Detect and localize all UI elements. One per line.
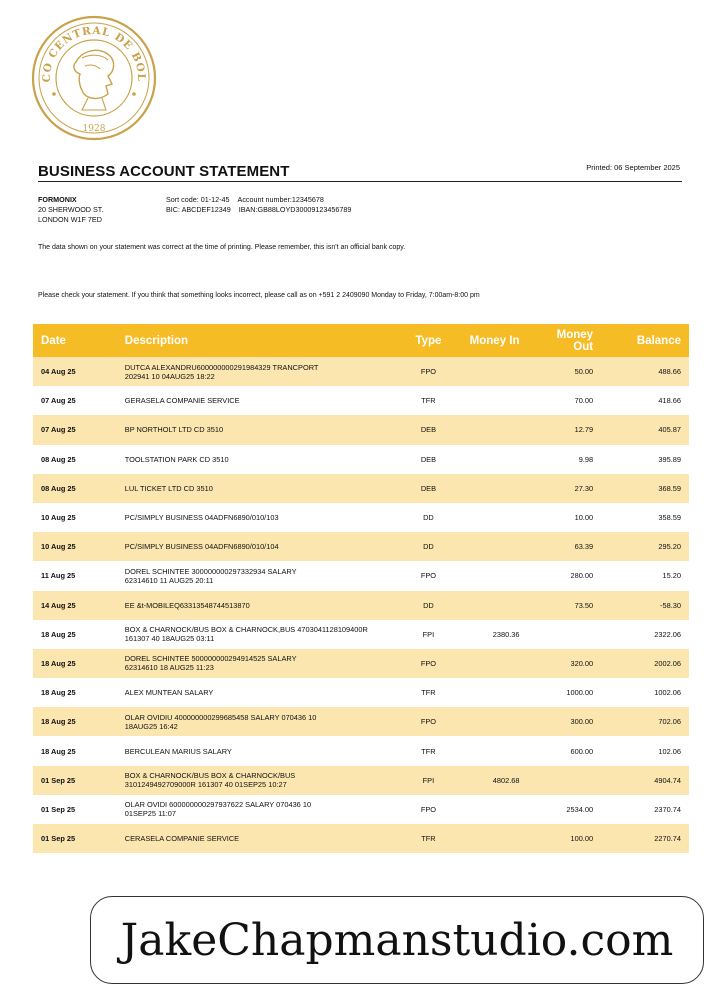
description-line-2: 202941 10 04AUG25 18:22 bbox=[124, 371, 215, 381]
description-line-2: 3101249492709000R 161307 40 01SEP25 10:27 bbox=[124, 780, 287, 790]
transaction-type: DD bbox=[423, 513, 434, 523]
transactions-body bbox=[33, 357, 689, 853]
description-line-1: TOOLSTATION PARK CD 3510 bbox=[124, 454, 229, 464]
address-line-1: 20 SHERWOOD ST. bbox=[38, 205, 104, 214]
balance: 1002.06 bbox=[654, 688, 681, 698]
transaction-date: 01 Sep 25 bbox=[41, 804, 76, 814]
money-in bbox=[456, 357, 528, 386]
transaction-type: FPO bbox=[420, 571, 437, 581]
transaction-date: 07 Aug 25 bbox=[41, 396, 76, 406]
description-line-1: GERASELA COMPANIE SERVICE bbox=[124, 396, 240, 406]
description-line-1: LUL TICKET LTD CD 3510 bbox=[124, 483, 213, 493]
customer-address bbox=[38, 195, 103, 225]
balance: 295.20 bbox=[601, 532, 689, 561]
money-out: 2534.00 bbox=[566, 804, 594, 814]
transaction-date: 11 Aug 25 bbox=[41, 571, 76, 581]
svg-text:1928: 1928 bbox=[82, 124, 106, 134]
balance: 4904.74 bbox=[601, 766, 689, 795]
transaction-description bbox=[117, 736, 401, 765]
column-header-money-in: Money In bbox=[456, 324, 528, 357]
transaction-type: TFR bbox=[421, 746, 436, 756]
account-number: Account number:12345678 bbox=[237, 195, 324, 204]
balance: 418.66 bbox=[658, 396, 681, 406]
watermark-banner: JakeChapmanstudio.com bbox=[90, 896, 704, 984]
description-line-1: DUTCA ALEXANDRU600000000291984329 TRANCPORT bbox=[124, 362, 319, 372]
transaction-date: 10 Aug 25 bbox=[33, 532, 117, 561]
table-row bbox=[33, 357, 689, 386]
transaction-date: 07 Aug 25 bbox=[33, 415, 117, 444]
table-row bbox=[33, 386, 689, 415]
transaction-date: 08 Aug 25 bbox=[41, 454, 76, 464]
table-row bbox=[33, 503, 689, 532]
statement-title: BUSINESS ACCOUNT STATEMENT bbox=[38, 163, 290, 180]
money-in: 2380.36 bbox=[492, 629, 520, 639]
transaction-description bbox=[117, 766, 401, 795]
transaction-type: FPO bbox=[420, 804, 437, 814]
printed-date: Printed: 06 September 2025 bbox=[586, 163, 680, 172]
transaction-description bbox=[117, 474, 401, 503]
transaction-date: 08 Aug 25 bbox=[33, 474, 117, 503]
table-row bbox=[33, 795, 689, 824]
table-row bbox=[33, 649, 689, 678]
money-out bbox=[528, 766, 602, 795]
contact-note: Please check your statement. If you think that something looks incorrect, please call as on +591 2 2409090 Monday to Friday, 7:00am-8:00 pm bbox=[38, 292, 480, 299]
transaction-description bbox=[117, 357, 401, 386]
money-out: 73.50 bbox=[528, 591, 602, 620]
sort-code: Sort code: 01-12-45 bbox=[166, 195, 230, 204]
description-line-1: OLAR OVIDIU 400000000299685458 SALARY 070436 10 bbox=[124, 712, 317, 722]
table-row bbox=[33, 415, 689, 444]
description-line-1: PC/SIMPLY BUSINESS 04ADFN6890/010/103 bbox=[124, 513, 279, 523]
description-line-1: CERASELA COMPANIE SERVICE bbox=[124, 834, 240, 844]
transaction-description bbox=[117, 503, 401, 532]
transaction-type: DEB bbox=[401, 415, 456, 444]
transaction-date: 18 Aug 25 bbox=[33, 649, 117, 678]
money-in: 4802.68 bbox=[456, 766, 528, 795]
column-header-money-out: Money Out bbox=[528, 324, 602, 357]
transaction-type: FPO bbox=[401, 357, 456, 386]
transaction-description bbox=[117, 707, 401, 736]
column-header-description: Description bbox=[117, 324, 401, 357]
company-name: FORMONIX bbox=[38, 195, 77, 204]
transactions-table bbox=[33, 324, 689, 853]
transaction-type: DD bbox=[401, 591, 456, 620]
transaction-description bbox=[117, 824, 401, 853]
accuracy-note: The data shown on your statement was correct at the time of printing. Please remember, this isn't an official bank copy. bbox=[38, 244, 406, 251]
transaction-description bbox=[117, 591, 401, 620]
transaction-description bbox=[117, 620, 401, 649]
money-out bbox=[528, 620, 602, 649]
table-row bbox=[33, 678, 689, 707]
transaction-type: FPI bbox=[422, 629, 435, 639]
balance: -58.30 bbox=[601, 591, 689, 620]
money-out: 1000.00 bbox=[566, 688, 594, 698]
table-row bbox=[33, 620, 689, 649]
money-in bbox=[456, 503, 528, 532]
description-line-2: 01SEP25 11:07 bbox=[124, 809, 177, 819]
iban-code: IBAN:GB88LOYD30009123456789 bbox=[238, 205, 352, 214]
transaction-type: FPO bbox=[401, 649, 456, 678]
transaction-description bbox=[117, 415, 401, 444]
money-in bbox=[456, 474, 528, 503]
description-line-1: OLAR OVIDI 600000000297937622 SALARY 070436 10 bbox=[124, 800, 312, 810]
transaction-date: 18 Aug 25 bbox=[41, 629, 76, 639]
transaction-date: 18 Aug 25 bbox=[41, 746, 76, 756]
description-line-1: BOX & CHARNOCK/BUS BOX & CHARNOCK,BUS 4703041128109400R bbox=[124, 625, 368, 635]
money-in bbox=[456, 649, 528, 678]
balance: 2002.06 bbox=[601, 649, 689, 678]
money-out: 50.00 bbox=[528, 357, 602, 386]
transaction-type: TFR bbox=[401, 824, 456, 853]
table-row bbox=[33, 766, 689, 795]
money-in bbox=[456, 591, 528, 620]
transaction-type: FPO bbox=[401, 707, 456, 736]
column-header-balance: Balance bbox=[601, 324, 689, 357]
transaction-type: FPI bbox=[401, 766, 456, 795]
balance: 702.06 bbox=[601, 707, 689, 736]
transaction-description bbox=[117, 445, 401, 474]
transaction-date: 14 Aug 25 bbox=[33, 591, 117, 620]
table-row bbox=[33, 474, 689, 503]
money-out: 9.98 bbox=[578, 454, 594, 464]
money-out: 300.00 bbox=[528, 707, 602, 736]
balance: 405.87 bbox=[601, 415, 689, 444]
description-line-2: 161307 40 18AUG25 03:11 bbox=[124, 634, 215, 644]
transaction-date: 18 Aug 25 bbox=[33, 707, 117, 736]
address-line-2: LONDON W1F 7ED bbox=[38, 215, 102, 224]
money-out: 280.00 bbox=[570, 571, 594, 581]
balance: 358.59 bbox=[658, 513, 681, 523]
transaction-description bbox=[117, 561, 401, 590]
description-line-1: PC/SIMPLY BUSINESS 04ADFN6890/010/104 bbox=[124, 542, 279, 552]
money-out: 27.30 bbox=[528, 474, 602, 503]
transaction-description bbox=[117, 649, 401, 678]
bank-seal-logo bbox=[30, 14, 158, 142]
money-out: 63.39 bbox=[528, 532, 602, 561]
table-row bbox=[33, 445, 689, 474]
money-out: 12.79 bbox=[528, 415, 602, 444]
money-in bbox=[456, 532, 528, 561]
transaction-date: 10 Aug 25 bbox=[41, 513, 76, 523]
description-line-2: 62314610 18 AUG25 11:23 bbox=[124, 663, 214, 673]
transaction-type: TFR bbox=[421, 396, 436, 406]
table-row bbox=[33, 824, 689, 853]
money-in bbox=[456, 561, 528, 590]
description-line-2: 62314610 11 AUG25 20:11 bbox=[124, 575, 214, 585]
balance: 2370.74 bbox=[654, 804, 681, 814]
balance: 395.89 bbox=[658, 454, 681, 464]
transaction-type: DEB bbox=[401, 474, 456, 503]
table-row bbox=[33, 707, 689, 736]
transaction-type: DD bbox=[401, 532, 456, 561]
money-out: 70.00 bbox=[574, 396, 594, 406]
money-out: 100.00 bbox=[528, 824, 602, 853]
table-row bbox=[33, 736, 689, 765]
bank-details bbox=[166, 195, 359, 215]
table-row bbox=[33, 591, 689, 620]
money-out: 320.00 bbox=[528, 649, 602, 678]
description-line-1: BP NORTHOLT LTD CD 3510 bbox=[124, 425, 224, 435]
balance: 15.20 bbox=[662, 571, 681, 581]
money-in bbox=[456, 386, 528, 415]
money-out: 10.00 bbox=[574, 513, 594, 523]
money-in bbox=[456, 795, 528, 824]
transaction-description bbox=[117, 795, 401, 824]
description-line-1: BERCULEAN MARIUS SALARY bbox=[124, 746, 232, 756]
description-line-1: DOREL SCHINTEE 500000000294914525 SALARY bbox=[124, 654, 297, 664]
money-in bbox=[456, 415, 528, 444]
money-in bbox=[456, 445, 528, 474]
balance: 2322.06 bbox=[654, 629, 681, 639]
transaction-date: 01 Sep 25 bbox=[33, 824, 117, 853]
title-divider bbox=[38, 181, 682, 182]
money-in bbox=[456, 678, 528, 707]
column-header-type: Type bbox=[401, 324, 456, 357]
balance: 488.66 bbox=[601, 357, 689, 386]
transaction-description bbox=[117, 532, 401, 561]
description-line-1: BOX & CHARNOCK/BUS BOX & CHARNOCK/BUS bbox=[124, 771, 296, 781]
description-line-2: 18AUG25 16:42 bbox=[124, 721, 178, 731]
column-header-date: Date bbox=[33, 324, 117, 357]
transaction-description bbox=[117, 386, 401, 415]
transaction-date: 18 Aug 25 bbox=[41, 688, 76, 698]
svg-text:BANCO CENTRAL DE BOLIVIA: CO CENTRAL DE BOL bbox=[40, 24, 148, 83]
transaction-type: TFR bbox=[421, 688, 436, 698]
transaction-date: 04 Aug 25 bbox=[33, 357, 117, 386]
description-line-1: ALEX MUNTEAN SALARY bbox=[124, 688, 214, 698]
money-in bbox=[456, 707, 528, 736]
transaction-description bbox=[117, 678, 401, 707]
balance: 102.06 bbox=[658, 746, 681, 756]
money-in bbox=[456, 736, 528, 765]
balance: 368.59 bbox=[601, 474, 689, 503]
description-line-1: DOREL SCHINTEE 300000000297332934 SALARY bbox=[124, 566, 297, 576]
table-row bbox=[33, 561, 689, 590]
transaction-date: 01 Sep 25 bbox=[33, 766, 117, 795]
description-line-1: EE &t-MOBILEQ63313548744513870 bbox=[124, 600, 250, 610]
money-out: 600.00 bbox=[570, 746, 594, 756]
bic-code: BIC: ABCDEF12349 bbox=[166, 205, 231, 214]
table-header-row bbox=[33, 324, 689, 357]
table-row bbox=[33, 532, 689, 561]
money-in bbox=[456, 824, 528, 853]
balance: 2270.74 bbox=[601, 824, 689, 853]
transaction-type: DEB bbox=[420, 454, 437, 464]
